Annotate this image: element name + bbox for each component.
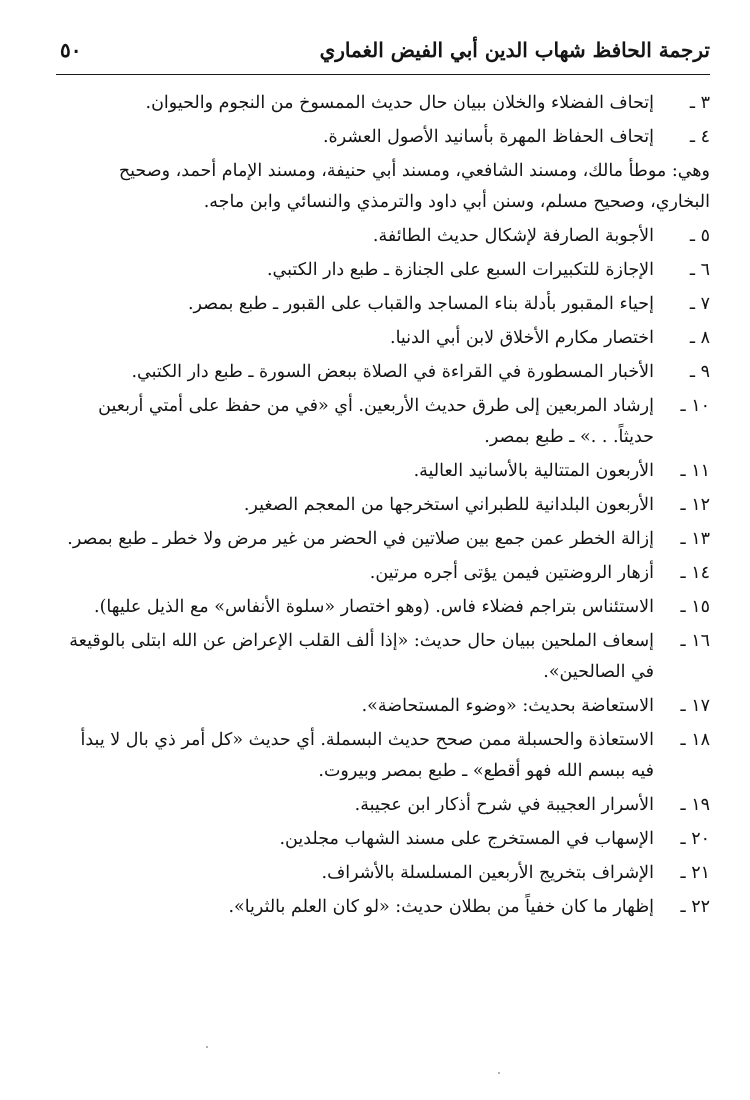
entry-number: ٩ ـ [689,362,710,382]
running-title: ترجمة الحافظ شهاب الدين أبي الفيض الغماري [319,38,710,62]
bibliography-list [56,88,710,926]
entry-text: الاستعاضة بحديث: «وضوء المستحاضة». [361,696,654,716]
list-item [56,357,710,388]
entry-note [56,156,710,218]
entry-text: إتحاف الفضلاء والخلان ببيان حال حديث الممسوخ من النجوم والحيوان. [145,93,654,113]
entry-number: ١٠ ـ [680,396,710,416]
list-item [56,858,710,889]
entry-number: ١٧ ـ [680,696,710,716]
list-item [56,221,710,252]
entry-text: الإجازة للتكبيرات السبع على الجنازة ـ طبع دار الكتبي. [266,260,654,280]
page-header [56,30,710,72]
paper-speck [206,1046,208,1048]
entry-text: إحياء المقبور بأدلة بناء المساجد والقباب على القبور ـ طبع بمصر. [187,294,654,314]
entry-number: ١٦ ـ [680,631,710,651]
entry-number: ٣ ـ [689,93,710,113]
list-item [56,626,710,688]
list-item [56,691,710,722]
entry-text: الإشراف بتخريج الأربعين المسلسلة بالأشراف. [321,863,654,883]
list-item [56,592,710,623]
note-text: وهي: موطأ مالك، ومسند الشافعي، ومسند أبي حنيفة، ومسند الإمام أحمد، وصحيح البخاري، وصحيح مسلم، وسنن أبي داود والترمذي والنسائي وابن ماجه. [118,161,710,212]
entry-number: ١٩ ـ [680,795,710,815]
header-rule [56,74,710,75]
entry-text: الاستئناس بتراجم فضلاء فاس. (وهو اختصار «سلوة الأنفاس» مع الذيل عليها). [94,597,654,617]
entry-text: إزالة الخطر عمن جمع بين صلاتين في الحضر من غير مرض ولا خطر ـ طبع بمصر. [67,529,654,549]
list-item [56,790,710,821]
entry-number: ٢١ ـ [680,863,710,883]
entry-text: إتحاف الحفاظ المهرة بأسانيد الأصول العشرة. [322,127,654,147]
entry-text: إرشاد المربعين إلى طرق حديث الأربعين. أي «في من حفظ على أمتي أربعين حديثاً. . .» ـ طبع بمصر. [98,396,654,447]
list-item [56,88,710,119]
entry-text: الاستعاذة والحسبلة ممن صحح حديث البسملة. أي حديث «كل أمر ذي بال لا يبدأ فيه ببسم الله فهو أقطع» ـ طبع بمصر وبيروت. [80,730,654,781]
entry-number: ١٢ ـ [680,495,710,515]
entry-number: ١٣ ـ [680,529,710,549]
list-item [56,725,710,787]
entry-number: ٢٠ ـ [680,829,710,849]
entry-number: ١٨ ـ [680,730,710,750]
entry-text: الأجوبة الصارفة لإشكال حديث الطائفة. [372,226,654,246]
list-item [56,558,710,589]
page-number: ٥٠ [60,38,82,62]
entry-number: ١٥ ـ [680,597,710,617]
entry-text: إظهار ما كان خفياً من بطلان حديث: «لو كان العلم بالثريا». [228,897,654,917]
entry-text: الأربعون المتتالية بالأسانيد العالية. [413,461,654,481]
entry-text: إسعاف الملحين ببيان حال حديث: «إذا ألف القلب الإعراض عن الله ابتلى بالوقيعة في الصالحين». [69,631,654,682]
entry-number: ٨ ـ [689,328,710,348]
entry-text: الأخبار المسطورة في القراءة في الصلاة ببعض السورة ـ طبع دار الكتبي. [131,362,654,382]
list-item [56,824,710,855]
entry-number: ١٤ ـ [680,563,710,583]
entry-text: اختصار مكارم الأخلاق لابن أبي الدنيا. [390,328,654,348]
list-item [56,122,710,153]
entry-number: ١١ ـ [680,461,710,481]
list-item [56,524,710,555]
list-item [56,391,710,453]
entry-number: ٧ ـ [689,294,710,314]
list-item [56,323,710,354]
list-item [56,490,710,521]
entry-text: الأربعون البلدانية للطبراني استخرجها من المعجم الصغير. [243,495,654,515]
entry-number: ٤ ـ [689,127,710,147]
list-item [56,289,710,320]
entry-text: الأسرار العجيبة في شرح أذكار ابن عجيبة. [354,795,654,815]
paper-speck [498,1072,500,1074]
entry-text: أزهار الروضتين فيمن يؤتى أجره مرتين. [369,563,654,583]
list-item [56,892,710,923]
list-item [56,255,710,286]
entry-number: ٢٢ ـ [680,897,710,917]
entry-number: ٦ ـ [689,260,710,280]
entry-text: الإسهاب في المستخرج على مسند الشهاب مجلدين. [279,829,654,849]
list-item [56,456,710,487]
entry-number: ٥ ـ [689,226,710,246]
